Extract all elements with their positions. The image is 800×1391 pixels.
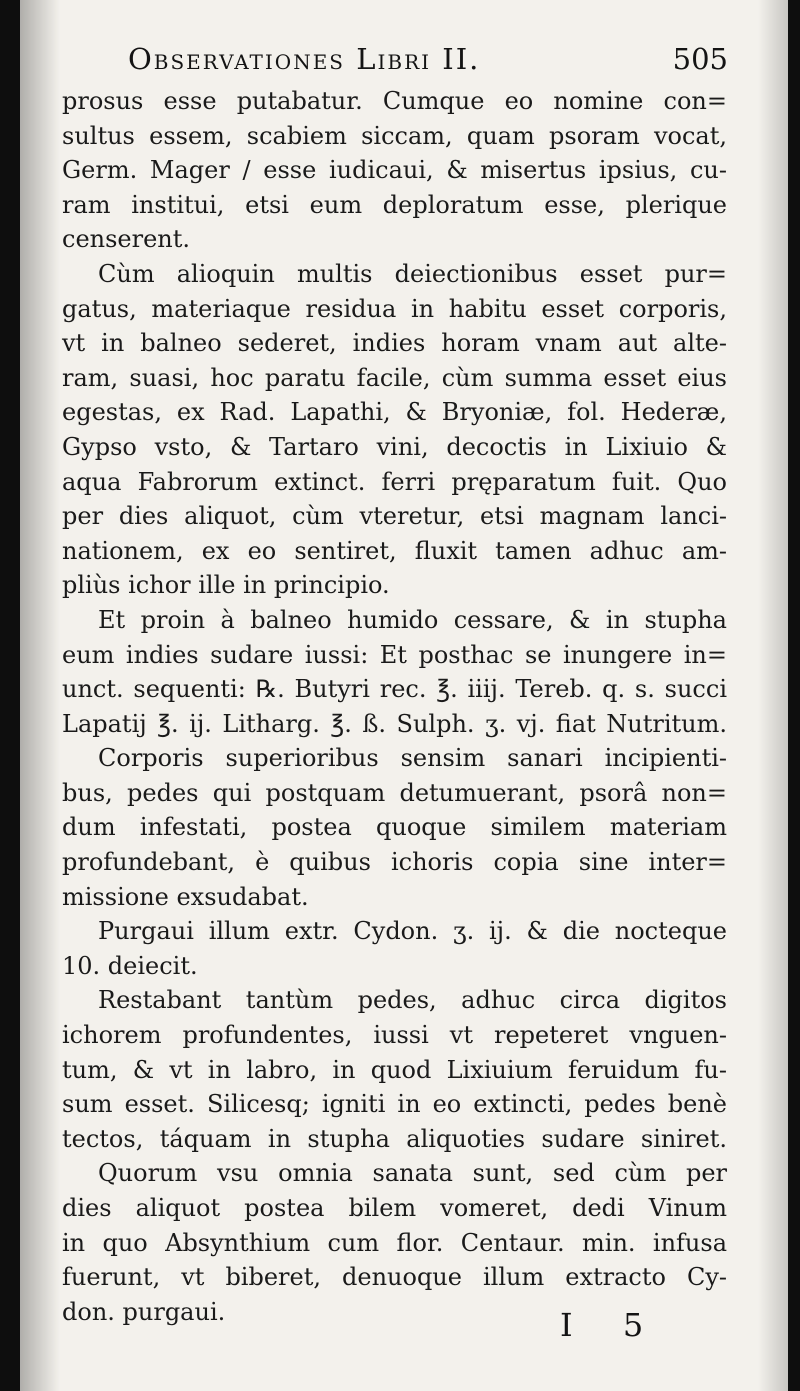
text-line: Lapatij ℥. ij. Litharg. ℥. ß. Sulph. ʒ. vj. fiat Nutritum. (62, 709, 727, 738)
text-line: censerent. (62, 225, 191, 254)
text-line: pliùs ichor ille in principio. (62, 571, 390, 600)
running-head (128, 40, 728, 84)
book-page (20, 0, 788, 1391)
text-line: sultus essem, scabiem siccam, quam psoram vocat, (62, 121, 727, 150)
text-line: missione exsudabat. (62, 882, 309, 911)
paragraph-start-line: Restabant tantùm pedes, adhuc circa digitos (98, 986, 727, 1015)
text-line: prosus esse putabatur. Cumque eo nomine con= (62, 87, 727, 115)
signature-mark: I 5 (560, 1306, 664, 1344)
text-line: dies aliquot postea bilem vomeret, dedi Vinum (62, 1194, 727, 1222)
page-edge-shadow (758, 0, 788, 1391)
text-line: nationem, ex eo sentiret, fluxit tamen adhuc am- (62, 536, 727, 565)
page-number: 505 (672, 42, 728, 76)
text-line: ram institui, etsi eum deploratum esse, plerique (62, 190, 727, 219)
paragraph-start-line: Purgaui illum extr. Cydon. ʒ. ij. & die nocteque (98, 917, 727, 946)
text-line: dum infestati, postea quoque similem materiam (62, 813, 727, 842)
text-line: egestas, ex Rad. Lapathi, & Bryoniæ, fol. Hederæ, (62, 398, 727, 427)
text-line: unct. sequenti: ℞. Butyri rec. ℥. iiij. Tereb. q. s. succi (62, 675, 727, 704)
text-line: fuerunt, vt biberet, denuoque illum extracto Cy- (62, 1263, 727, 1292)
text-line: ichorem profundentes, iussi vt repeteret vnguen- (62, 1021, 727, 1050)
running-title: Observationes Libri II. (128, 42, 481, 76)
paragraph-start-line: Cùm alioquin multis deiectionibus esset pur= (98, 259, 727, 288)
paragraph-start-line: Quorum vsu omnia sanata sunt, sed cùm per (98, 1159, 727, 1188)
text-line: 10. deiecit. (62, 951, 198, 980)
text-line: Germ. Mager / esse iudicaui, & misertus ipsius, cu- (62, 156, 727, 185)
text-line: in quo Absynthium cum flor. Centaur. min. infusa (62, 1228, 727, 1257)
text-line: Gypso vsto, & Tartaro vini, decoctis in Lixiuio & (62, 432, 727, 461)
paragraph-start-line: Corporis superioribus sensim sanari incipienti- (98, 744, 727, 773)
text-line: sum esset. Silicesq; igniti in eo extincti, pedes benè (62, 1090, 727, 1119)
text-line: gatus, materiaque residua in habitu esset corporis, (62, 294, 727, 323)
text-line: tum, & vt in labro, in quod Lixiuium feruidum fu- (62, 1055, 727, 1084)
body-text (62, 84, 727, 1329)
paragraph-start-line: Et proin à balneo humido cessare, & in stupha (98, 605, 727, 634)
text-line: tectos, táquam in stupha aliquoties sudare siniret. (62, 1124, 727, 1153)
page-gutter-shadow (20, 0, 60, 1391)
text-line: don. purgaui. (62, 1297, 226, 1326)
text-line: bus, pedes qui postquam detumuerant, psorâ non= (62, 778, 727, 807)
text-line: aqua Fabrorum extinct. ferri pręparatum fuit. Quo (62, 467, 727, 496)
text-line: eum indies sudare iussi: Et posthac se inungere in= (62, 640, 727, 669)
text-line: per dies aliquot, cùm vteretur, etsi magnam lanci- (62, 502, 727, 531)
text-line: ram, suasi, hoc paratu facile, cùm summa esset eius (62, 363, 727, 392)
text-line: profundebant, è quibus ichoris copia sine inter= (62, 848, 727, 877)
text-line: vt in balneo sederet, indies horam vnam aut alte- (62, 329, 727, 358)
